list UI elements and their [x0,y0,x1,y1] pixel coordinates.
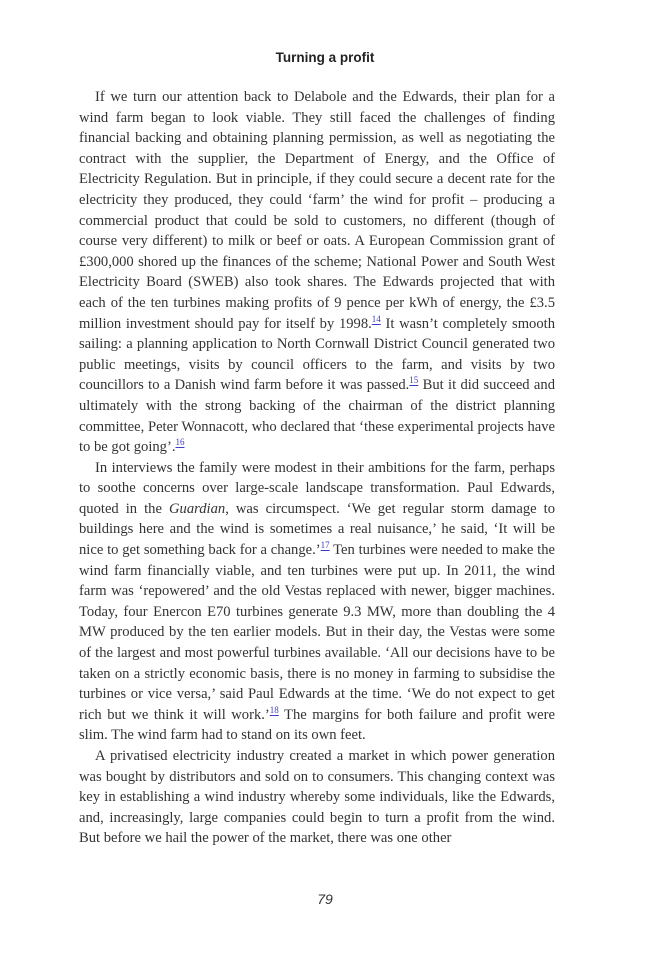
footnote-link[interactable]: 15 [409,375,419,386]
text-run: It wasn’t completely smooth sailing: a planning application to North Cornwall District Council generated two public meetings, visits by council officers to the farm, and visits by two councillors to a Danish wind farm before it was passed. [79,315,555,394]
italic-title: Guardian [168,500,226,517]
footnote-link[interactable]: 16 [175,437,185,448]
text-run: If we turn our attention back to Delabole and the Edwards, their plan for a wind farm began to look viable. They still faced the challenges of finding financial backing and obtaining planning permission, as well as negotiating the contract with the supplier, the Department of Energy, and the Office of Electricity Regulation. But in principle, if they could secure a decent rate for the electricity they produced, they could ‘farm’ the wind for profit – producing a commercial product that could be sold to customers, no different (though of course very different) to milk or beef or oats. A European Commission grant of £300,000 shored up the finances of the scheme; National Power and South West Electricity Board (SWEB) also took shares. The Edwards projected that with each of the ten turbines making profits of 9 pence per kWh of energy, the £3.5 million investment should pay for itself by 1998. [79,89,555,332]
text-run: A privatised electricity industry created a market in which power generation was bought by distributors and sold on to consumers. This changing context was key in establishing a wind industry whereby some individuals, like the Edwards, and, increasingly, large companies could begin to turn a profit from the wind. But before we hail the power of the market, there was one other [79,748,555,847]
paragraph [79,746,555,849]
paragraph [79,458,555,746]
footnote-link[interactable]: 18 [269,704,279,715]
text-run: But it did succeed and ultimately with the strong backing of the chairman of the district planning committee, Peter Wonnacott, who declared that ‘these experimental projects have to be got going’. [79,377,555,456]
text-run: Ten turbines were needed to make the wind farm financially viable, and ten turbines were put up. In 2011, the wind farm was ‘repowered’ and the old Vestas replaced with newer, bigger machines. Today, four Enercon E70 turbines generate 9.3 MW, more than doubling the 4 MW produced by the ten earlier models. But in their day, the Vestas were some of the largest and most powerful turbines available. ‘All our decisions have to be taken on a strictly economic basis, there is no money in farming to subsidise the turbines or vice versa,’ said Paul Edwards at the time. ‘We do not expect to get rich but we think it will work.’ [79,542,555,723]
running-head: Turning a profit [275,50,375,65]
paragraph [79,87,555,458]
footnote-link[interactable]: 17 [320,540,330,551]
page-number: 79 [317,891,333,907]
text-run: , was circumspect. ‘We get regular storm damage to buildings here and the wind is sometimes a real nuisance,’ he said, ‘It will be nice to get something back for a change.’ [79,500,555,559]
text-run: In interviews the family were modest in their ambitions for the farm, perhaps to soothe concerns over large-scale landscape transformation. Paul Edwards, quoted in the [79,459,555,517]
text-run: The margins for both failure and profit were slim. The wind farm had to stand on its own feet. [79,706,555,744]
footnote-link[interactable]: 14 [371,313,381,324]
body-text [79,87,555,849]
